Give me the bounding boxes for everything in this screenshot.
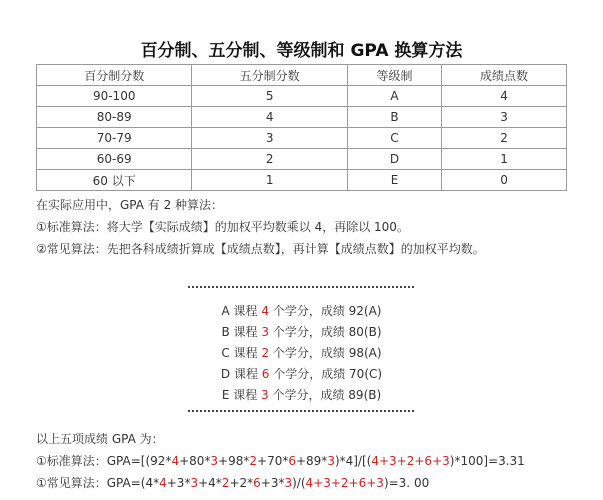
formula-credit: 6 bbox=[253, 476, 261, 490]
table-cell: 3 bbox=[192, 128, 347, 149]
course-label: E 课程 bbox=[221, 388, 262, 402]
table-header-row bbox=[37, 65, 567, 86]
example-course bbox=[0, 302, 603, 319]
formula-text: )*4]/[( bbox=[334, 454, 372, 468]
table-cell: B bbox=[347, 107, 441, 128]
formula-text: ①标准算法：GPA=[(92* bbox=[36, 454, 172, 468]
table-cell: 0 bbox=[442, 170, 567, 191]
dotted-divider bbox=[188, 410, 414, 412]
formula-credit: 6 bbox=[288, 454, 296, 468]
course-label: B 课程 bbox=[221, 325, 262, 339]
formula-text: +98* bbox=[218, 454, 250, 468]
table-cell: 4 bbox=[442, 86, 567, 107]
formula-text: +2* bbox=[229, 476, 254, 490]
standard-method-description: ①标准算法：将大学【实际成绩】的加权平均数乘以 4，再除以 100。 bbox=[36, 220, 409, 234]
course-label: D 课程 bbox=[220, 367, 262, 381]
formula-credit: 3 bbox=[190, 476, 199, 490]
standard-formula bbox=[36, 452, 525, 469]
course-detail: 个学分，成绩 98(A) bbox=[269, 346, 382, 360]
formula-credit: 2 bbox=[249, 454, 258, 468]
dotted-divider bbox=[188, 286, 414, 288]
course-detail: 个学分，成绩 70(C) bbox=[269, 367, 383, 381]
formula-credit: 4+3+2+6+3 bbox=[371, 454, 450, 468]
example-course bbox=[0, 323, 603, 340]
table-cell: 1 bbox=[442, 149, 567, 170]
credit-value: 2 bbox=[261, 346, 270, 360]
formula-text: )=3. 00 bbox=[383, 476, 430, 490]
table-cell: 2 bbox=[442, 128, 567, 149]
header-cell: 等级制 bbox=[347, 65, 441, 86]
formula-credit: 3 bbox=[210, 454, 219, 468]
course-detail: 个学分，成绩 92(A) bbox=[269, 304, 382, 318]
formula-text: +3* bbox=[166, 476, 191, 490]
formula-credit: 3 bbox=[284, 476, 293, 490]
table-cell: 4 bbox=[192, 107, 347, 128]
table-cell: 1 bbox=[192, 170, 347, 191]
formula-credit: 3 bbox=[327, 454, 335, 468]
credit-value: 6 bbox=[261, 367, 270, 381]
table-row bbox=[37, 86, 567, 107]
table-cell: 5 bbox=[192, 86, 347, 107]
intro-line: 在实际应用中，GPA 有 2 种算法： bbox=[36, 198, 224, 212]
credit-value: 3 bbox=[261, 388, 269, 402]
credit-value: 4 bbox=[261, 304, 269, 318]
formula-text: +89* bbox=[295, 454, 328, 468]
summary-line: 以上五项成绩 GPA 为： bbox=[36, 432, 164, 446]
formula-credit: 4 bbox=[159, 476, 167, 490]
table-cell: 70-79 bbox=[37, 128, 192, 149]
table-row bbox=[37, 107, 567, 128]
formula-text: ①常见算法：GPA=(4* bbox=[36, 476, 160, 490]
formula-credit: 2 bbox=[221, 476, 230, 490]
table-cell: 60-69 bbox=[37, 149, 192, 170]
table-cell: 3 bbox=[442, 107, 567, 128]
table-cell: 60 以下 bbox=[37, 170, 192, 191]
table-cell: A bbox=[347, 86, 441, 107]
header-cell: 百分制分数 bbox=[37, 65, 192, 86]
table-cell: 90-100 bbox=[37, 86, 192, 107]
formula-text: )*100]=3.31 bbox=[449, 454, 525, 468]
course-label: C 课程 bbox=[221, 346, 262, 360]
formula-text: )/( bbox=[292, 476, 306, 490]
course-detail: 个学分，成绩 89(B) bbox=[268, 388, 382, 402]
table-cell: C bbox=[347, 128, 441, 149]
course-label: A 课程 bbox=[221, 304, 262, 318]
table-cell: E bbox=[347, 170, 441, 191]
formula-text: +70* bbox=[257, 454, 289, 468]
formula-text: +4* bbox=[198, 476, 222, 490]
example-course bbox=[0, 386, 603, 403]
formula-credit: 4+3+2+6+3 bbox=[305, 476, 384, 490]
example-course bbox=[0, 365, 603, 382]
formula-credit: 4 bbox=[171, 454, 180, 468]
credit-value: 3 bbox=[261, 325, 269, 339]
header-cell: 五分制分数 bbox=[192, 65, 347, 86]
common-formula bbox=[36, 474, 429, 491]
formula-text: +3* bbox=[260, 476, 285, 490]
page-title: 百分制、五分制、等级制和 GPA 换算方法 bbox=[140, 41, 463, 61]
table-row bbox=[37, 128, 567, 149]
table-cell: D bbox=[347, 149, 441, 170]
header-cell: 成绩点数 bbox=[442, 65, 567, 86]
table-cell: 2 bbox=[192, 149, 347, 170]
common-method-description: ②常见算法：先把各科成绩折算成【成绩点数】，再计算【成绩点数】的加权平均数。 bbox=[36, 242, 485, 256]
example-course bbox=[0, 344, 603, 361]
formula-text: +80* bbox=[179, 454, 211, 468]
table-cell: 80-89 bbox=[37, 107, 192, 128]
table-row bbox=[37, 149, 567, 170]
conversion-table bbox=[36, 64, 567, 191]
table-row bbox=[37, 170, 567, 191]
course-detail: 个学分，成绩 80(B) bbox=[269, 325, 382, 339]
